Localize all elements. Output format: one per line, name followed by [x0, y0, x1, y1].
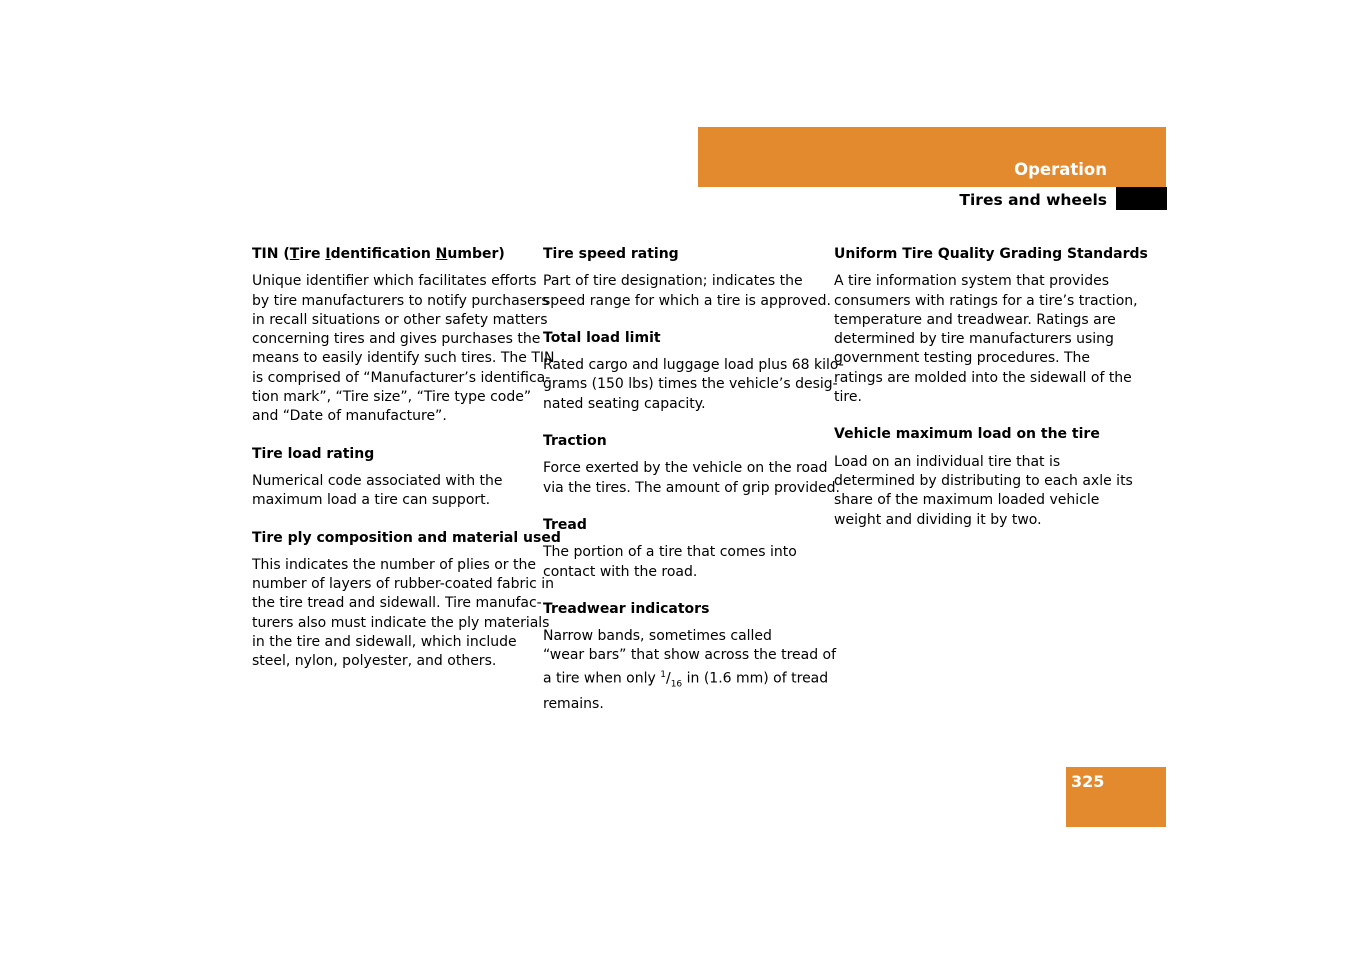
term-tin: TIN (Tire Identification Number) — [252, 246, 505, 262]
text-line: temperature and treadwear. Ratings are — [834, 311, 1116, 328]
fraction-numerator: 1 — [660, 669, 666, 680]
glossary-column-3 — [834, 245, 1148, 548]
glossary-entry-tire-load-rating — [252, 445, 537, 511]
fraction-denominator: 16 — [670, 679, 683, 690]
text-line: The portion of a tire that comes into — [543, 544, 797, 561]
text-line: Force exerted by the vehicle on the road — [543, 460, 828, 477]
text-line: Narrow bands, sometimes called — [543, 628, 772, 645]
glossary-entry-utqgs — [834, 245, 1148, 407]
term-total-load-limit: Total load limit — [543, 329, 661, 346]
text-line: share of the maximum loaded vehicle — [834, 492, 1100, 509]
text-line: the tire tread and sidewall. Tire manufac- — [252, 595, 542, 612]
text-line: means to easily identify such tires. The TIN — [252, 350, 555, 367]
text-line: grams (150 lbs) times the vehicle’s desig- — [543, 376, 838, 393]
text-line: Rated cargo and luggage load plus 68 kilo- — [543, 357, 844, 374]
text-line: tion mark”, “Tire size”, “Tire type code” — [252, 389, 532, 406]
definition-utqgs — [834, 272, 1138, 407]
text-line: in recall situations or other safety matters — [252, 311, 548, 328]
text-line: number of layers of rubber-coated fabric in — [252, 576, 555, 593]
glossary-entry-traction — [543, 432, 840, 498]
text-line: consumers with ratings for a tire’s traction, — [834, 292, 1138, 309]
glossary-entry-tire-ply — [252, 529, 561, 672]
text-line: weight and dividing it by two. — [834, 511, 1042, 528]
glossary-entry-tire-speed-rating — [543, 245, 831, 311]
text-line: concerning tires and gives purchases the — [252, 331, 541, 348]
definition-tire-load-rating — [252, 472, 537, 511]
glossary-entry-tin — [252, 245, 555, 427]
term-treadwear-indicators: Treadwear indicators — [543, 600, 710, 617]
term-utqgs: Uniform Tire Quality Grading Standards — [834, 246, 1148, 262]
text-line: in the tire and sidewall, which include — [252, 634, 517, 651]
definition-tire-ply — [252, 556, 555, 672]
section-tab-marker — [1116, 187, 1167, 210]
text-line: steel, nylon, polyester, and others. — [252, 653, 497, 670]
text-line: “wear bars” that show across the tread of — [543, 647, 837, 664]
page-number: 325 — [1071, 772, 1105, 791]
glossary-column-1 — [252, 245, 561, 690]
fraction-slash: / — [665, 670, 671, 687]
text-line: This indicates the number of plies or the — [252, 556, 536, 573]
term-tire-ply: Tire ply composition and material used — [252, 529, 561, 546]
text-line: is comprised of “Manufacturer’s identifica- — [252, 369, 551, 386]
text-line: determined by distributing to each axle its — [834, 472, 1133, 489]
definition-tin — [252, 272, 555, 426]
definition-vehicle-max-load — [834, 453, 1133, 530]
text-line: Numerical code associated with the — [252, 472, 503, 489]
text-line: determined by tire manufacturers using — [834, 331, 1114, 348]
text-line: remains. — [543, 695, 604, 712]
text-fragment: a tire when only — [543, 670, 661, 687]
glossary-entry-vehicle-max-load — [834, 425, 1133, 529]
text-line: Load on an individual tire that is — [834, 453, 1061, 470]
definition-treadwear-indicators — [543, 627, 837, 714]
glossary-column-2 — [543, 245, 844, 732]
text-line: speed range for which a tire is approved. — [543, 292, 831, 309]
text-line: by tire manufacturers to notify purchasers — [252, 292, 549, 309]
text-line: nated seating capacity. — [543, 395, 706, 412]
term-traction: Traction — [543, 433, 607, 450]
text-line: turers also must indicate the ply materials — [252, 614, 550, 631]
definition-tire-speed-rating — [543, 272, 831, 311]
text-line: government testing procedures. The — [834, 350, 1091, 367]
text-line: maximum load a tire can support. — [252, 492, 491, 509]
term-vehicle-max-load: Vehicle maximum load on the tire — [834, 426, 1100, 443]
term-tire-speed-rating: Tire speed rating — [543, 246, 679, 262]
text-line: Unique identifier which facilitates efforts — [252, 273, 537, 290]
term-tread: Tread — [543, 516, 587, 533]
section-title: Operation — [1014, 160, 1107, 179]
glossary-entry-treadwear-indicators — [543, 600, 837, 714]
text-fragment: in (1.6 mm) of tread — [682, 670, 829, 687]
definition-total-load-limit — [543, 356, 844, 414]
text-line: tire. — [834, 389, 862, 406]
text-line: and “Date of manufacture”. — [252, 408, 447, 425]
term-tire-load-rating: Tire load rating — [252, 445, 375, 462]
glossary-entry-tread — [543, 516, 828, 582]
text-line: ratings are molded into the sidewall of the — [834, 369, 1132, 386]
definition-tread — [543, 543, 828, 582]
text-line: via the tires. The amount of grip provided. — [543, 479, 840, 496]
text-line: Part of tire designation; indicates the — [543, 273, 803, 290]
text-line: contact with the road. — [543, 563, 698, 580]
definition-traction — [543, 459, 840, 498]
text-line: A tire information system that provides — [834, 273, 1109, 290]
subsection-title: Tires and wheels — [959, 191, 1107, 209]
fraction-line — [543, 666, 828, 695]
glossary-entry-total-load-limit — [543, 329, 844, 414]
